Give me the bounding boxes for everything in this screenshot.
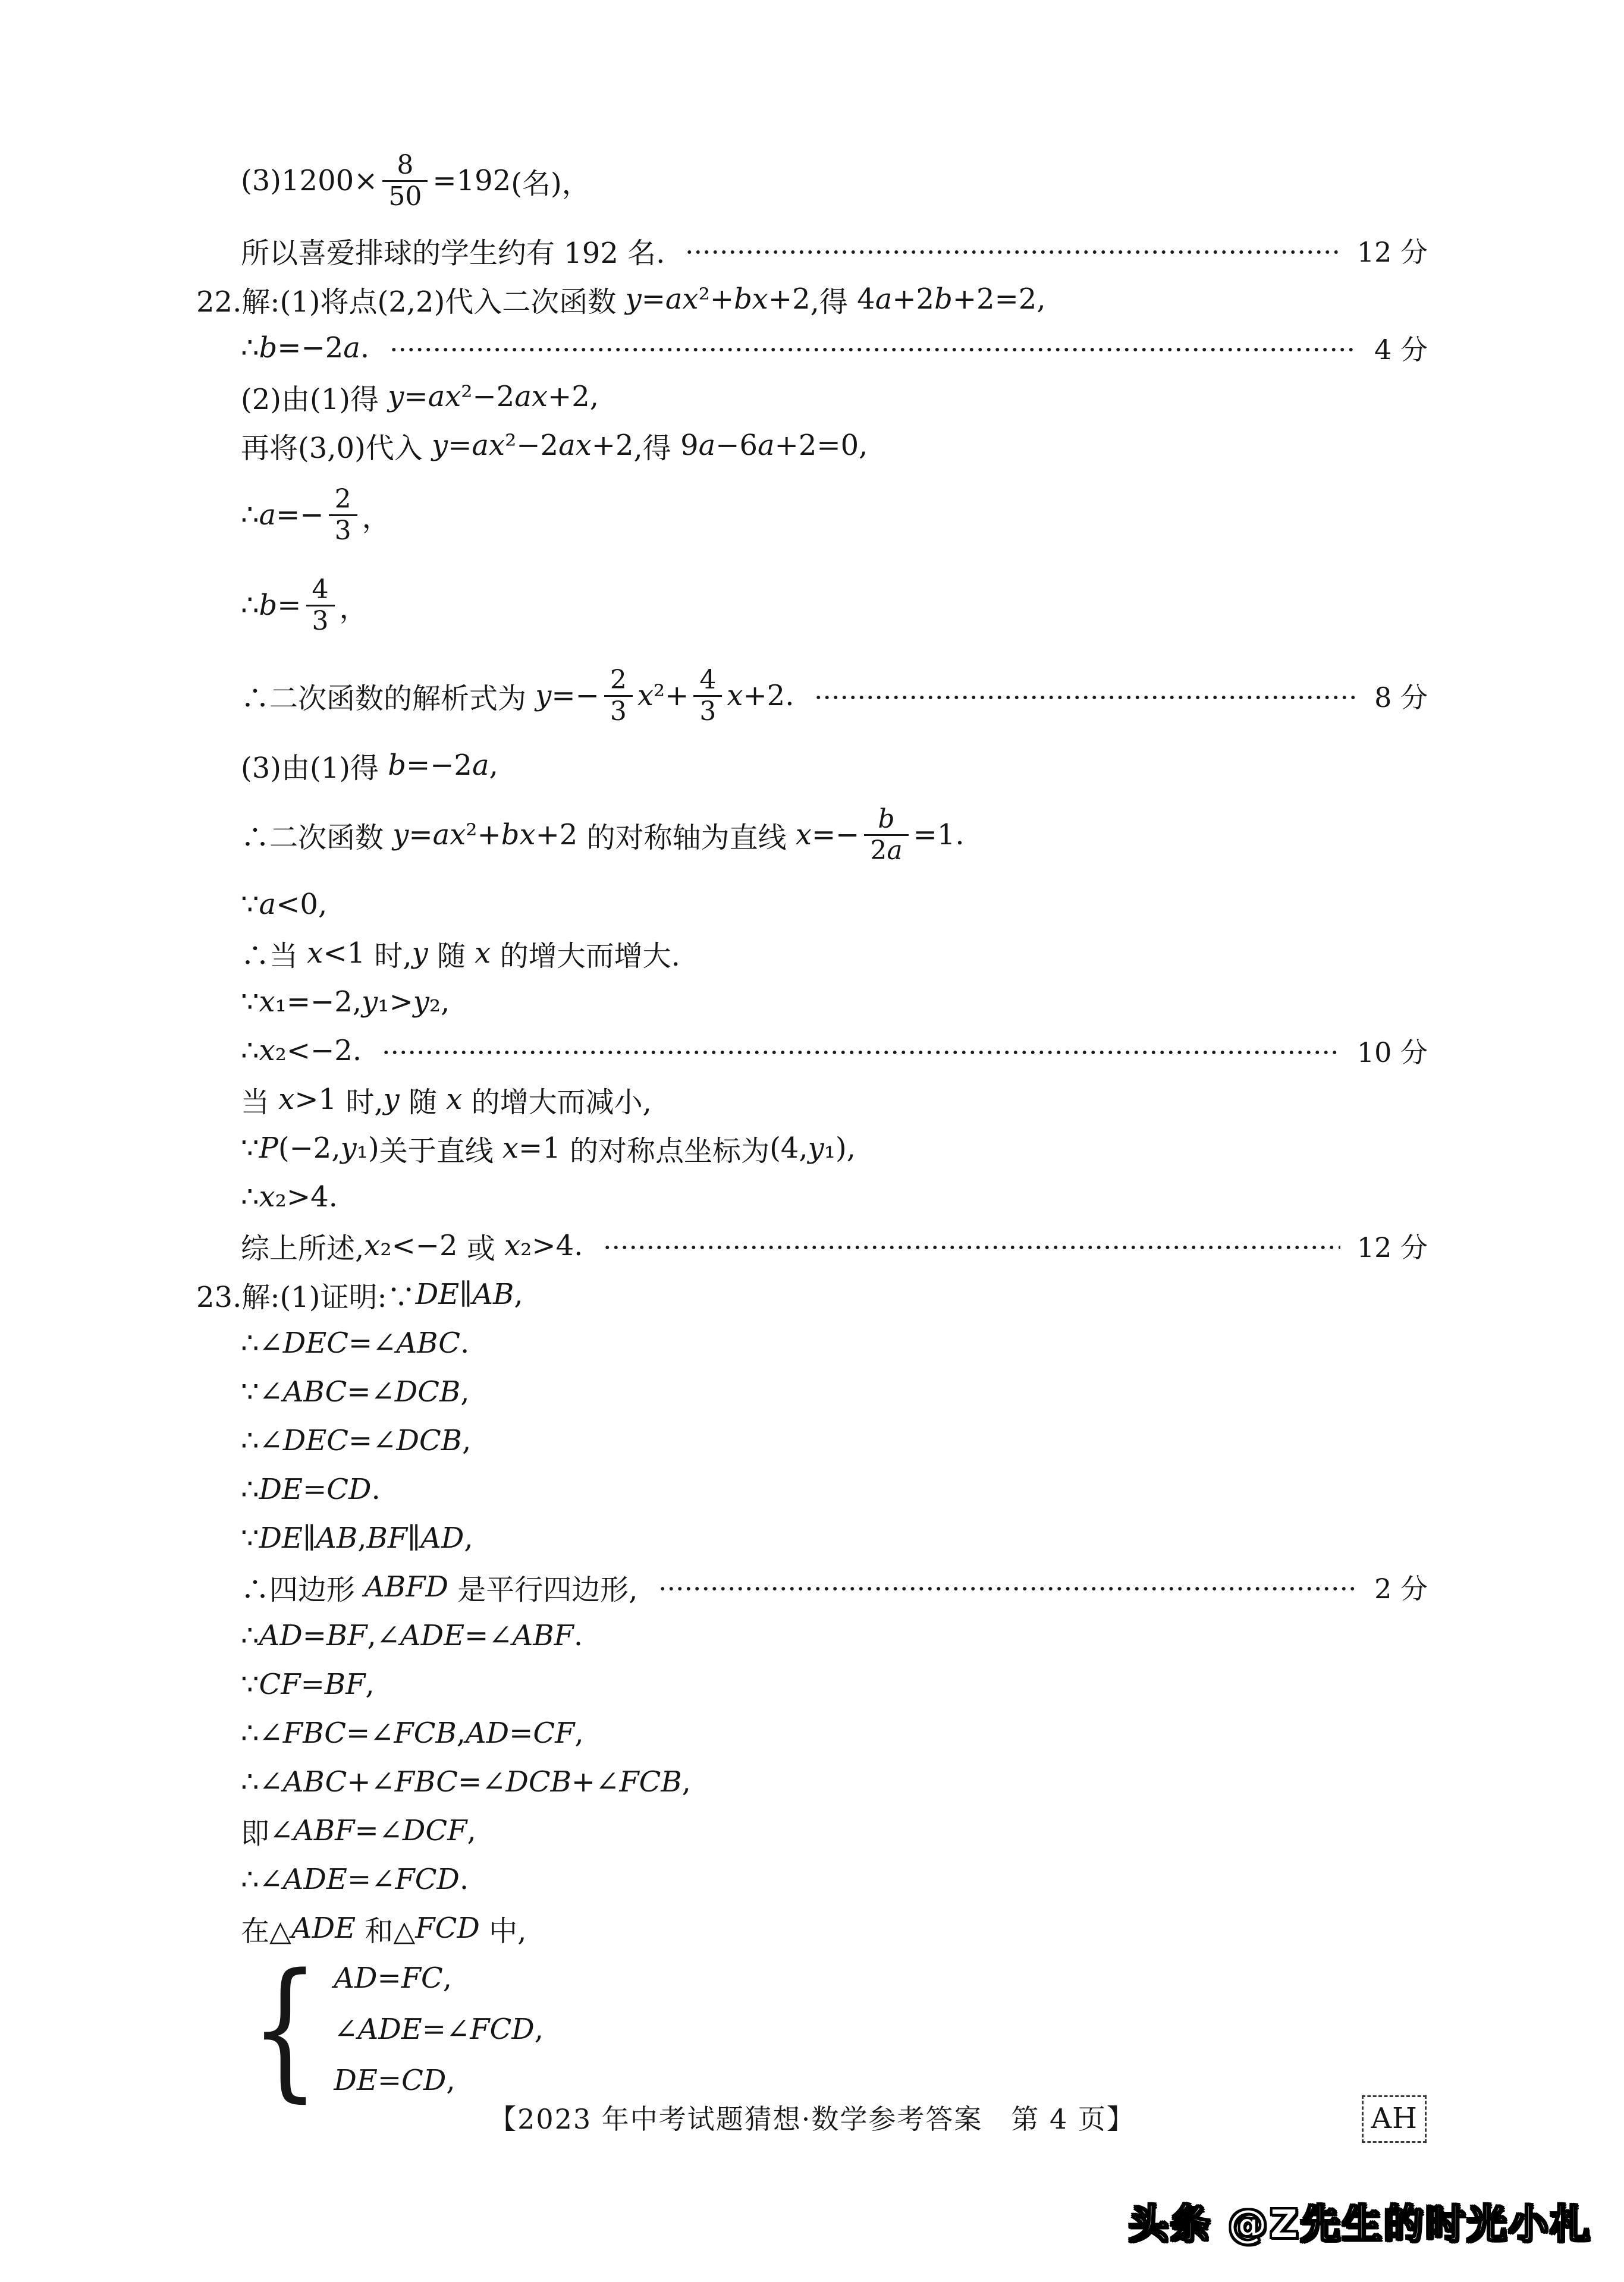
answer-line: [0, 1026, 1624, 1075]
math-text: x+2.: [727, 679, 794, 712]
fraction-numerator: 4: [312, 574, 329, 605]
math-text: y: [383, 1083, 400, 1116]
math-text: ADE: [291, 1912, 356, 1945]
text-run: ,: [1036, 282, 1046, 316]
math-text: ∠ABC+∠FBC=∠DCB+∠FCB: [259, 1765, 682, 1799]
text-run: ∴: [241, 1180, 259, 1214]
system-row: ∠ADE=∠FCD,: [334, 2013, 544, 2046]
answer-line: [0, 650, 1624, 741]
fraction-denominator: 2a: [864, 834, 908, 865]
math-text: x₂<−2.: [259, 1034, 362, 1067]
math-text: ∠ADE=∠FCD.: [259, 1863, 469, 1896]
text-run: ,: [589, 380, 599, 413]
text-run: 是平行四边形,: [448, 1573, 638, 1607]
text-run: 随: [428, 939, 475, 973]
fraction-denominator: 50: [382, 180, 428, 211]
text-run: ∴: [241, 589, 259, 622]
text-run: ∴: [241, 331, 259, 364]
text-run: (2)由(1)得: [241, 382, 388, 416]
answer-line: [0, 275, 1624, 323]
text-run: ,: [514, 1278, 523, 1311]
math-text: AD=BF,∠ADE=∠ABF.: [259, 1619, 583, 1652]
text-run: 再将(3,0)代入: [241, 431, 432, 465]
math-text: ABFD: [364, 1570, 448, 1604]
score-label: 4 分: [1374, 334, 1428, 366]
fraction: [864, 804, 908, 865]
math-text: 9a−6a+2=0: [680, 429, 859, 462]
text-run: 的对称点坐标为: [560, 1134, 770, 1168]
text-run: ,: [461, 1424, 472, 1457]
fraction-numerator: b: [878, 804, 895, 835]
text-run: 综上所述,: [241, 1231, 365, 1265]
dot-leader: [814, 691, 1358, 704]
text-run: 中,: [479, 1914, 527, 1948]
region-code-box: [1362, 2095, 1427, 2143]
math-text: x: [475, 936, 491, 970]
math-text: y: [412, 936, 428, 970]
text-run: ,: [574, 1717, 584, 1750]
math-text: x=1: [502, 1131, 561, 1165]
math-text: (4,y₁): [769, 1131, 847, 1165]
text-run: ∴: [241, 1765, 259, 1799]
fraction-numerator: 2: [610, 665, 627, 696]
text-run: ,得: [633, 431, 681, 465]
answer-line: [0, 372, 1624, 421]
answer-line: [0, 470, 1624, 560]
math-text: FCD: [415, 1912, 480, 1945]
answer-line: [0, 1563, 1624, 1611]
answer-line: [0, 1942, 1624, 2116]
math-text: y=ax²+bx+2: [625, 282, 811, 316]
math-text: x₂>4.: [504, 1229, 583, 1262]
dot-leader: [685, 246, 1340, 259]
text-run: ,: [464, 1522, 473, 1555]
dot-leader: [603, 1241, 1340, 1254]
dot-leader: [389, 343, 1358, 356]
math-text: ∠ABC=∠DCB: [259, 1375, 461, 1409]
answer-line: [0, 880, 1624, 929]
text-run: ∵: [241, 1131, 259, 1165]
text-run: ,: [441, 985, 450, 1019]
text-run: ∴: [241, 1473, 259, 1506]
fraction: [604, 665, 633, 726]
text-run: (3)由(1)得: [241, 751, 388, 785]
text-run: ,: [318, 888, 328, 921]
answer-line: [0, 226, 1624, 275]
math-text: y=ax²−2ax+2: [432, 429, 634, 462]
text-run: ,: [365, 1668, 375, 1701]
text-run: ∴: [241, 498, 259, 532]
text-run: ∴: [241, 1424, 259, 1457]
answer-line: [0, 323, 1624, 372]
score-label: 10 分: [1356, 1036, 1428, 1068]
math-text: DE∥AB: [415, 1278, 514, 1311]
answer-line: [0, 421, 1624, 470]
text-run: 和△: [356, 1914, 416, 1948]
answer-line: [0, 741, 1624, 790]
math-text: x²+: [637, 679, 689, 712]
answer-line: [0, 136, 1624, 226]
math-text: b=−2a.: [259, 331, 370, 364]
text-run: ∵: [241, 888, 259, 921]
answer-line: [0, 929, 1624, 977]
text-run: ∴: [241, 1863, 259, 1896]
fraction-numerator: 4: [699, 665, 717, 696]
text-run: ，: [339, 591, 368, 625]
math-text: x>1: [278, 1083, 337, 1116]
math-text: x<1: [307, 936, 366, 970]
dot-leader: [382, 1046, 1340, 1059]
text-run: ,: [467, 1814, 476, 1847]
text-run: 随: [399, 1085, 447, 1119]
text-run: ∴: [241, 1034, 259, 1067]
math-text: DE∥AB,BF∥AD: [259, 1522, 464, 1555]
text-run: 的增大而减小,: [462, 1085, 652, 1119]
math-text: x=−: [795, 818, 860, 851]
math-text: x: [446, 1083, 463, 1116]
math-text: ∠ABF=∠DCF: [269, 1814, 467, 1847]
text-run: ∵: [241, 1375, 259, 1409]
text-run: ∴二次函数: [241, 821, 393, 854]
fraction-denominator: 3: [604, 695, 633, 726]
fraction-numerator: 2: [334, 484, 351, 515]
score-label: 2 分: [1374, 1573, 1428, 1605]
answer-line: [0, 1173, 1624, 1221]
text-run: ，: [362, 501, 391, 535]
math-text: y=−: [535, 679, 599, 712]
fraction: [693, 665, 722, 726]
score-label: 8 分: [1374, 681, 1428, 713]
text-run: ∵: [241, 985, 259, 1019]
answer-line: [0, 1270, 1624, 1319]
math-text: x₂<−2: [364, 1229, 458, 1262]
text-run: ∴二次函数的解析式为: [241, 681, 536, 715]
text-run: 22.解:(1)将点(2,2)代入二次函数: [196, 285, 626, 319]
text-run: 或: [457, 1231, 505, 1265]
text-run: ∴: [241, 1619, 259, 1652]
answer-line: [0, 1514, 1624, 1563]
answer-line: [0, 1855, 1624, 1904]
score-label: 12 分: [1356, 1231, 1428, 1263]
answer-line: [0, 1465, 1624, 1514]
math-text: ∠DEC=∠DCB: [259, 1424, 462, 1457]
answer-line: [0, 1806, 1624, 1855]
math-text: a=−: [259, 498, 324, 532]
math-text: y=ax²−2ax+2: [388, 380, 590, 413]
fraction: [382, 150, 428, 211]
text-run: ,: [846, 1131, 856, 1165]
math-text: DE=CD.: [259, 1473, 381, 1506]
text-run: ,得: [810, 285, 857, 319]
answer-line: [0, 1758, 1624, 1806]
text-run: ∵: [241, 1668, 259, 1701]
fraction: [306, 575, 335, 636]
answer-line: [0, 1368, 1624, 1416]
text-run: ∴四边形: [241, 1573, 365, 1607]
math-text: 4a+2b+2=2: [857, 282, 1037, 316]
math-text: y=ax²+bx+2: [392, 818, 578, 851]
text-run: (3)1200×: [241, 164, 378, 197]
system-brace: {: [250, 1942, 319, 2116]
text-run: ∴: [241, 1327, 259, 1360]
system-row: DE=CD,: [334, 2064, 456, 2097]
text-run: 的对称轴为直线: [577, 821, 796, 854]
answer-line: [0, 560, 1624, 650]
text-run: (名)，: [511, 166, 590, 200]
math-text: ∠FBC=∠FCB,AD=CF: [259, 1717, 575, 1750]
system-rows: [334, 1953, 544, 2106]
text-run: ∵: [241, 1522, 259, 1555]
score-label: 12 分: [1356, 236, 1428, 268]
text-run: 即: [241, 1816, 270, 1850]
fraction-denominator: 3: [306, 605, 335, 636]
math-text: b=: [259, 589, 301, 622]
math-text: b=−2a: [388, 749, 489, 782]
answer-line: [0, 1416, 1624, 1465]
math-text: ∠DEC=∠ABC.: [259, 1327, 470, 1360]
math-text: P(−2,y₁): [259, 1131, 379, 1165]
fraction-denominator: 3: [329, 514, 357, 545]
answer-line: [0, 1904, 1624, 1953]
answer-line: [0, 1075, 1624, 1124]
fraction-numerator: 8: [397, 150, 414, 181]
answer-line: [0, 1124, 1624, 1173]
text-run: ∴当: [241, 939, 307, 973]
text-run: ,: [681, 1765, 691, 1799]
text-run: 在△: [241, 1914, 291, 1948]
text-run: 当: [241, 1085, 279, 1119]
text-run: 时,: [365, 939, 412, 973]
math-text: CF=BF: [259, 1668, 366, 1701]
answer-line: [0, 1319, 1624, 1368]
fraction: [329, 485, 357, 545]
footer-caption: 【2023 年中考试题猜想·数学参考答案 第 4 页】: [489, 2103, 1135, 2135]
math-text: x₁=−2,y₁>y₂: [259, 985, 441, 1019]
answer-line: [0, 1660, 1624, 1709]
text-run: 的增大而增大.: [491, 939, 680, 973]
math-text: =1.: [913, 818, 965, 851]
math-text: =192: [432, 164, 511, 197]
fraction-denominator: 3: [693, 695, 722, 726]
answer-line: [0, 1221, 1624, 1270]
text-run: ,: [489, 749, 498, 782]
answer-line: [0, 1611, 1624, 1660]
answer-line: [0, 1709, 1624, 1758]
text-run: 时,: [337, 1085, 384, 1119]
watermark: 头条 @Z先生的时光小札: [1129, 2201, 1592, 2247]
text-run: 所以喜爱排球的学生约有 192 名.: [241, 236, 665, 270]
text-run: ∴: [241, 1717, 259, 1750]
text-run: ,: [859, 429, 868, 462]
text-run: ,: [460, 1375, 470, 1409]
text-run: 23.解:(1)证明:∵: [196, 1280, 416, 1314]
math-text: x₂>4.: [259, 1180, 338, 1214]
dot-leader: [658, 1582, 1358, 1595]
system-row: AD=FC,: [334, 1962, 453, 1995]
text-run: 关于直线: [379, 1134, 502, 1168]
region-code: AH: [1371, 2102, 1418, 2135]
answer-line: [0, 977, 1624, 1026]
answer-line: [0, 790, 1624, 880]
math-text: a<0: [259, 888, 318, 921]
